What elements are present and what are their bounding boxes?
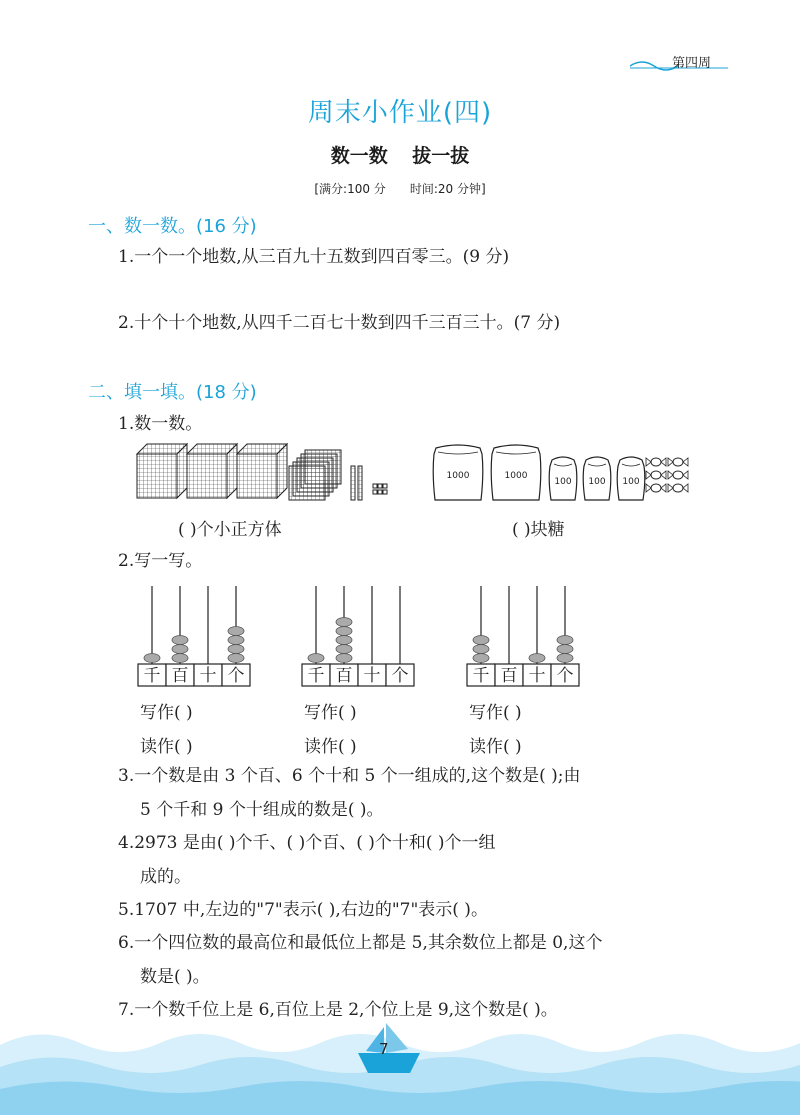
- candy-icon: [668, 484, 688, 492]
- s1-question-1: 1.一个一个地数,从三百九十五数到四百零三。(9 分): [118, 247, 510, 267]
- s2-question-1: 1.数一数。: [118, 414, 203, 434]
- thousand-cube: [237, 444, 287, 498]
- abacus-1-read: 读作( ): [140, 737, 193, 757]
- s2-question-6-line1: 6.一个四位数的最高位和最低位上都是 5,其余数位上都是 0,这个: [118, 933, 603, 953]
- score-time-info: [0, 180, 800, 197]
- abacus-bead: [144, 654, 160, 663]
- place-value-label: 百: [335, 666, 353, 686]
- abacus: [467, 586, 579, 686]
- abacus-bead: [473, 645, 489, 654]
- section-1-heading: 一、数一数。(16 分): [88, 216, 257, 237]
- candy-icon: [668, 471, 688, 479]
- candies: [646, 458, 688, 492]
- candy-bag: [433, 445, 483, 500]
- candy-bag: [583, 457, 611, 500]
- abacus-bead: [473, 636, 489, 645]
- abacus-bead: [557, 645, 573, 654]
- s2-question-3-line2: 5 个千和 9 个十组成的数是( )。: [140, 800, 384, 820]
- abacus-bead: [172, 645, 188, 654]
- abacus-bead: [557, 636, 573, 645]
- abacus-bead: [228, 645, 244, 654]
- abacus-bead: [336, 645, 352, 654]
- abacus-bead: [473, 654, 489, 663]
- abacus-bead: [228, 654, 244, 663]
- s2-question-6-line2: 数是( )。: [140, 967, 210, 987]
- s2-question-3-line1: 3.一个数是由 3 个百、6 个十和 5 个一组成的,这个数是( );由: [118, 766, 581, 786]
- abacus-bead: [172, 636, 188, 645]
- candy-bag: [491, 445, 541, 500]
- bag-label: 100: [622, 477, 640, 487]
- candy-icon: [646, 458, 666, 466]
- candy-bag: [617, 457, 645, 500]
- abacus-2-write: 写作( ): [304, 703, 357, 723]
- bag-label: 1000: [504, 471, 528, 481]
- place-value-label: 个: [227, 666, 245, 686]
- bag-label: 100: [554, 477, 572, 487]
- abacus-1-write: 写作( ): [140, 703, 193, 723]
- abacus-3-read: 读作( ): [469, 737, 522, 757]
- place-value-label: 千: [307, 666, 325, 686]
- candy-bags-figure: [432, 440, 702, 504]
- place-value-label: 十: [528, 666, 546, 686]
- page-number: 7: [379, 1040, 389, 1058]
- page-subtitle: 数一数 拔一拔: [330, 145, 470, 167]
- s1-question-2: 2.十个十个地数,从四千二百七十数到四千三百三十。(7 分): [118, 313, 561, 333]
- s2-question-2: 2.写一写。: [118, 551, 203, 571]
- place-value-label: 百: [500, 666, 518, 686]
- abacus-bead: [336, 627, 352, 636]
- abacus-bead: [336, 654, 352, 663]
- cube-blocks-figure: [135, 440, 400, 502]
- s2-question-7: 7.一个数千位上是 6,百位上是 2,个位上是 9,这个数是( )。: [118, 1000, 558, 1020]
- abacus-bead: [336, 636, 352, 645]
- candy-icon: [646, 484, 666, 492]
- thousand-cube: [137, 444, 187, 498]
- abacus-bead: [336, 618, 352, 627]
- bag-label: 100: [588, 477, 606, 487]
- thousand-cube: [187, 444, 237, 498]
- abacus: [302, 586, 414, 686]
- hundred-flats: [289, 450, 341, 500]
- place-value-label: 个: [556, 666, 574, 686]
- abacus-bead: [308, 654, 324, 663]
- s2-question-4-line2: 成的。: [140, 867, 191, 887]
- cubes-answer-caption: ( )个小正方体: [178, 520, 282, 540]
- candy-icon: [646, 471, 666, 479]
- abacus-bead: [557, 654, 573, 663]
- place-value-label: 十: [363, 666, 381, 686]
- bag-label: 1000: [446, 471, 470, 481]
- abacus-bead: [172, 654, 188, 663]
- section-2-heading: 二、填一填。(18 分): [88, 382, 257, 403]
- abacus-bead: [529, 654, 545, 663]
- s2-question-5: 5.1707 中,左边的"7"表示( ),右边的"7"表示( )。: [118, 900, 488, 920]
- place-value-label: 千: [143, 666, 161, 686]
- place-value-label: 个: [391, 666, 409, 686]
- place-value-label: 千: [472, 666, 490, 686]
- full-score: [满分:100 分: [314, 182, 386, 196]
- candy-icon: [668, 458, 688, 466]
- unit-cubes: [373, 484, 387, 494]
- abacus-bead: [228, 627, 244, 636]
- ten-rods: [351, 466, 362, 500]
- place-value-label: 百: [171, 666, 189, 686]
- abacus-figures: [130, 580, 730, 690]
- week-label: 第四周: [672, 56, 712, 71]
- s2-question-4-line1: 4.2973 是由( )个千、( )个百、( )个十和( )个一组: [118, 833, 496, 853]
- page-title: 周末小作业(四): [307, 98, 493, 128]
- abacus: [138, 586, 250, 686]
- candy-answer-caption: ( )块糖: [512, 520, 565, 540]
- time-limit: 时间:20 分钟]: [409, 182, 486, 196]
- abacus-bead: [228, 636, 244, 645]
- candy-bag: [549, 457, 577, 500]
- abacus-3-write: 写作( ): [469, 703, 522, 723]
- wave-footer: [0, 1005, 800, 1115]
- abacus-2-read: 读作( ): [304, 737, 357, 757]
- place-value-label: 十: [199, 666, 217, 686]
